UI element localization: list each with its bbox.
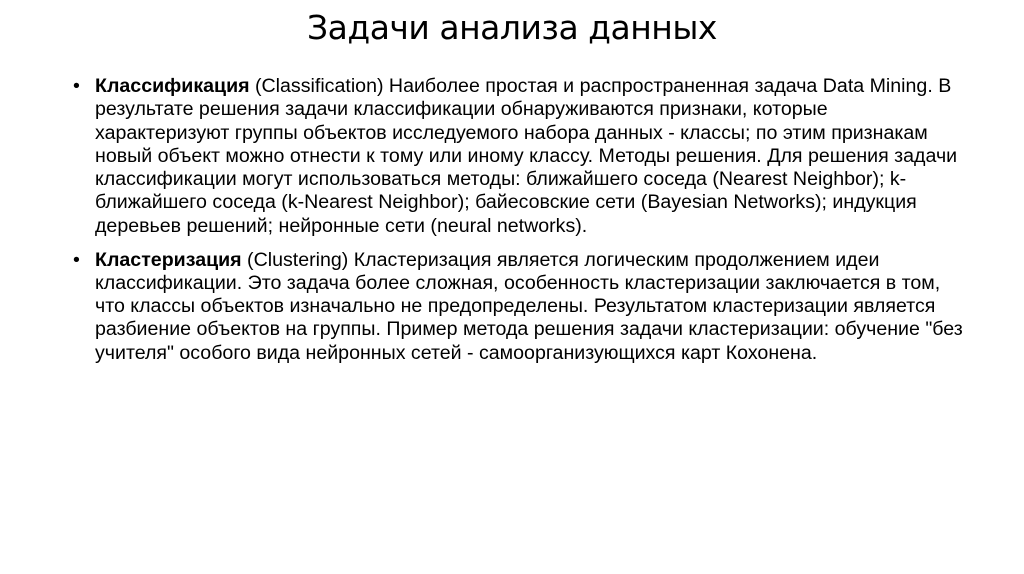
bullet-dot-icon: • xyxy=(73,75,80,97)
term-clustering: Кластеризация xyxy=(95,248,242,271)
slide-title: Задачи анализа данных xyxy=(307,8,717,47)
clustering-description: (Clustering) Кластеризация является логическим продолжением идеи классификации. Это задача более сложная, особенность кластеризации заключается в том, что классы объектов изначально не предопределены. Результатом кластеризации является разбиение объектов на группы. Пример метода решения задачи кластеризации: обучение "без учителя" особого вида нейронных сетей - самоорганизующихся карт Кохонена. xyxy=(95,248,963,364)
bullet-item-classification xyxy=(73,75,965,238)
bullet-list xyxy=(73,75,965,376)
bullet-dot-icon: • xyxy=(73,248,80,271)
classification-description: (Classification) Наиболее простая и распространенная задача Data Mining. В результате решения задачи классификации обнаруживаются признаки, которые характеризуют группы объектов исследуемого набора данных - классы; по этим признакам новый объект можно отнести к тому или иному классу. Методы решения. Для решения задачи классификации могут использоваться методы: ближайшего соседа (Nearest Neighbor); k-ближайшего соседа (k-Nearest Neighbor); байесовские сети (Bayesian Networks); индукция деревьев решений; нейронные сети (neural networks). xyxy=(95,75,958,237)
bullet-item-clustering xyxy=(73,248,965,365)
term-classification: Классификация xyxy=(95,75,250,97)
